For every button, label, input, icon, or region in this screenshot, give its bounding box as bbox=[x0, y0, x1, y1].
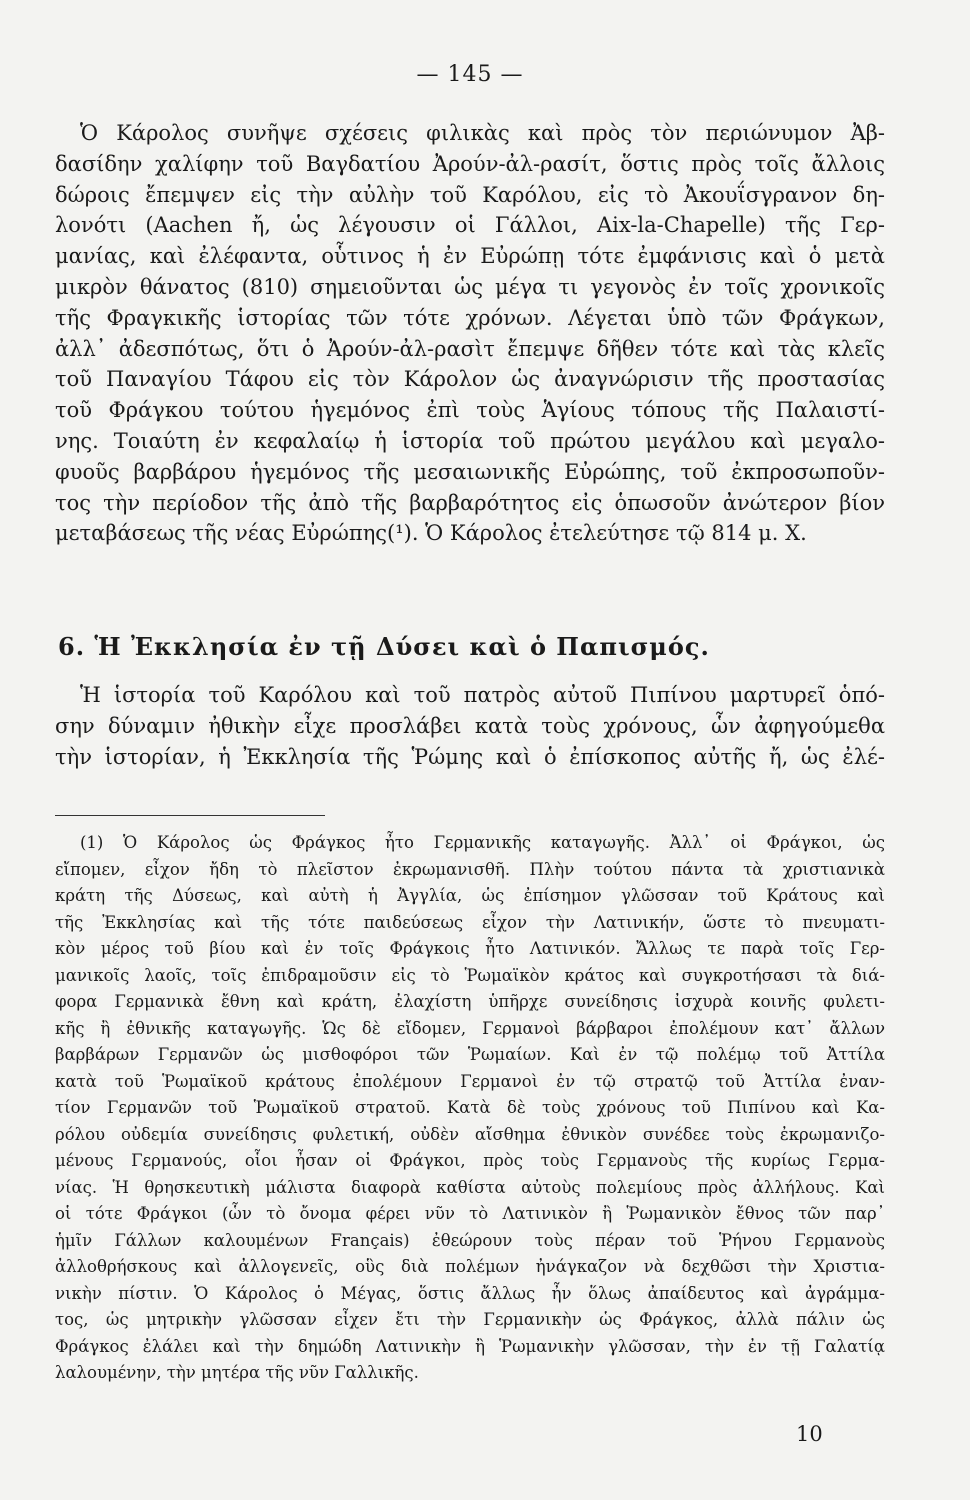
footnote-line: τίον Γερμανῶν τοῦ Ῥωμαϊκοῦ στρατοῦ. Κατὰ δὲ τοὺς χρόνους τοῦ Πιπίνου καὶ Κα- bbox=[55, 1098, 885, 1117]
text-line: δώροις ἔπεμψεν εἰς τὴν αὐλὴν τοῦ Καρόλου, εἰς τὸ Ἀκουΐσγρανον δη- bbox=[55, 182, 885, 207]
footnote-line: ρόλου οὐδεμία συνείδησις φυλετική, οὐδὲν αἴσθημα ἐθνικὸν συνέδεε τοὺς ἐκρωμανιζο- bbox=[55, 1124, 885, 1144]
text-line: Ὁ Κάρολος συνῆψε σχέσεις φιλικὰς καὶ πρὸς τὸν περιώνυμον Ἀβ- bbox=[80, 121, 885, 145]
signature-mark: 10 bbox=[796, 1422, 823, 1446]
paragraph-charlemagne bbox=[55, 118, 885, 549]
footnote-line: Φράγκος ἐλάλει καὶ τὴν δημώδη Λατινικὴν ἢ Ῥωμανικὴν γλῶσσαν, τὴν ἐν τῇ Γαλατίᾳ bbox=[55, 1336, 885, 1356]
footnote-line: τῆς Ἐκκλησίας καὶ τῆς τότε παιδεύσεως εἶχον τὴν Λατινικήν, ὥστε τὸ πνευματι- bbox=[55, 912, 885, 932]
footnote-line: μανικοῖς λαοῖς, τοῖς ἐπιδραμοῦσιν εἰς τὸ Ῥωμαϊκὸν κράτος καὶ συγκροτήσασι τὰ διά- bbox=[55, 965, 885, 985]
footnote-line: νίας. Ἡ θρησκευτικὴ μάλιστα διαφορὰ καθίστα αὐτοὺς πολεμίους πρὸς ἀλλήλους. Καὶ bbox=[55, 1177, 885, 1197]
text-line: ἀλλ᾽ ἀδεσπότως, ὅτι ὁ Ἀρούν-ἀλ-ρασὶτ ἔπεμψε δῆθεν τότε καὶ τὰς κλεῖς bbox=[55, 336, 885, 361]
footnote-line: λαλουμένην, τὴν μητέρα τῆς νῦν Γαλλικῆς. bbox=[55, 1363, 419, 1382]
text-line: δασίδην χαλίφην τοῦ Βαγδατίου Ἀρούν-ἀλ-ρασίτ, ὅστις πρὸς τοῖς ἄλλοις bbox=[55, 151, 885, 176]
text-line: τῆς Φραγκικῆς ἱστορίας τῶν τότε χρόνων. Λέγεται ὑπὸ τῶν Φράγκων, bbox=[55, 305, 885, 330]
footnote-line: κράτη τῆς Δύσεως, καὶ αὐτὴ ἡ Ἀγγλία, ὡς ἐπίσημον γλῶσσαν τοῦ Κράτους καὶ bbox=[55, 886, 885, 905]
text-line: τος τὴν περίοδον τῆς ἀπὸ τῆς βαρβαρότητος εἰς ὁπωσοῦν ἀνώτερον βίον bbox=[55, 490, 885, 515]
footnote-line: τος, ὡς μητρικὴν γλῶσσαν εἶχεν ἔτι τὴν Γερμανικὴν ὡς Φράγκος, ἀλλὰ πάλιν ὡς bbox=[55, 1310, 885, 1329]
text-line: τὴν ἱστορίαν, ἡ Ἐκκλησία τῆς Ῥώμης καὶ ὁ ἐπίσκοπος αὐτῆς ἤ, ὡς ἐλέ- bbox=[55, 744, 885, 769]
text-line: Ἡ ἱστορία τοῦ Καρόλου καὶ τοῦ πατρὸς αὐτοῦ Πιπίνου μαρτυρεῖ ὁπό- bbox=[80, 683, 885, 707]
footnote-divider bbox=[55, 815, 325, 816]
footnote-line: κῆς ἢ ἐθνικῆς καταγωγῆς. Ὡς δὲ εἴδομεν, Γερμανοὶ βάρβαροι ἐπολέμουν κατ᾽ ἄλλων bbox=[55, 1018, 885, 1038]
text-line: μεταβάσεως τῆς νέας Εὐρώπης(¹). Ὁ Κάρολος ἐτελεύτησε τῷ 814 μ. Χ. bbox=[55, 521, 807, 546]
text-line: νης. Τοιαύτη ἐν κεφαλαίῳ ἡ ἱστορία τοῦ πρώτου μεγάλου καὶ μεγαλο- bbox=[55, 428, 885, 453]
footnote-line: φορα Γερμανικὰ ἔθνη καὶ κράτη, ἐλαχίστη ὑπῆρχε συνείδησις ἰσχυρὰ κοινῆς φυλετι- bbox=[55, 992, 885, 1011]
paragraph-church bbox=[55, 680, 885, 772]
footnote-line: κὸν μέρος τοῦ βίου καὶ ἐν τοῖς Φράγκοις ἦτο Λατινικόν. Ἄλλως τε παρὰ τοῖς Γερ- bbox=[55, 939, 885, 958]
page-number: — 145 — bbox=[416, 62, 524, 87]
text-line: σην δύναμιν ἠθικὴν εἶχε προσλάβει κατὰ τοὺς χρόνους, ὧν ἀφηγούμεθα bbox=[55, 713, 885, 738]
footnote-line: βαρβάρων Γερμανῶν ὡς μισθοφόροι τῶν Ῥωμαίων. Καὶ ἐν τῷ πολέμῳ τοῦ Ἀττίλα bbox=[55, 1045, 885, 1064]
text-line: τοῦ Φράγκου τούτου ἡγεμόνος ἐπὶ τοὺς Ἁγίους τόπους τῆς Παλαιστί- bbox=[55, 398, 885, 423]
footnote-line: κατὰ τοῦ Ῥωμαϊκοῦ κράτους ἐπολέμουν Γερμανοὶ ἐν τῷ στρατῷ τοῦ Ἀττίλα ἐναν- bbox=[55, 1071, 885, 1091]
footnote-line: νικὴν πίστιν. Ὁ Κάρολος ὁ Μέγας, ὅστις ἄλλως ἦν ὅλως ἀπαίδευτος καὶ ἀγράμμα- bbox=[55, 1283, 885, 1303]
footnote bbox=[55, 830, 885, 1387]
footnote-line: (1) Ὁ Κάρολος ὡς Φράγκος ἦτο Γερμανικῆς καταγωγῆς. Ἀλλ᾽ οἱ Φράγκοι, ὡς bbox=[80, 833, 885, 852]
text-line: τοῦ Παναγίου Τάφου εἰς τὸν Κάρολον ὡς ἀναγνώρισιν τῆς προστασίας bbox=[55, 367, 885, 392]
footnote-line: οἱ τότε Φράγκοι (ὧν τὸ ὄνομα φέρει νῦν τὸ Λατινικὸν ἢ Ῥωμανικὸν ἔθνος τῶν παρ᾽ bbox=[55, 1204, 885, 1223]
section-heading: 6. Ἡ Ἐκκλησία ἐν τῇ Δύσει καὶ ὁ Παπισμός. bbox=[58, 632, 710, 661]
text-line: μικρὸν θάνατος (810) σημειοῦνται ὡς μέγα τι γεγονὸς ἐν τοῖς χρονικοῖς bbox=[55, 274, 885, 299]
footnote-line: εἴπομεν, εἶχον ἤδη τὸ πλεῖστον ἐκρωμανισθῆ. Πλὴν τούτου πάντα τὰ χριστιανικὰ bbox=[55, 859, 885, 879]
text-line: φυοῦς βαρβάρου ἡγεμόνος τῆς μεσαιωνικῆς Εὐρώπης, τοῦ ἐκπροσωποῦν- bbox=[55, 459, 885, 484]
footnote-line: ἡμῖν Γάλλων καλουμένων Français) ἐθεώρουν τοὺς πέραν τοῦ Ῥήνου Γερμανοὺς bbox=[55, 1230, 885, 1250]
text-line: μανίας, καὶ ἐλέφαντα, οὗτινος ἡ ἐν Εὐρώπῃ τότε ἐμφάνισις καὶ ὁ μετὰ bbox=[55, 244, 885, 269]
footnote-line: μένους Γερμανούς, οἷοι ἦσαν οἱ Φράγκοι, πρὸς τοὺς Γερμανοὺς τῆς κυρίως Γερμα- bbox=[55, 1151, 885, 1170]
text-line: λονότι (Aachen ἤ, ὡς λέγουσιν οἱ Γάλλοι, Aix-la-Chapelle) τῆς Γερ- bbox=[55, 213, 885, 238]
footnote-line: ἀλλοθρήσκους καὶ ἀλλογενεῖς, οὓς διὰ πολέμων ἠνάγκαζον νὰ δεχθῶσι τὴν Χριστια- bbox=[55, 1257, 885, 1276]
